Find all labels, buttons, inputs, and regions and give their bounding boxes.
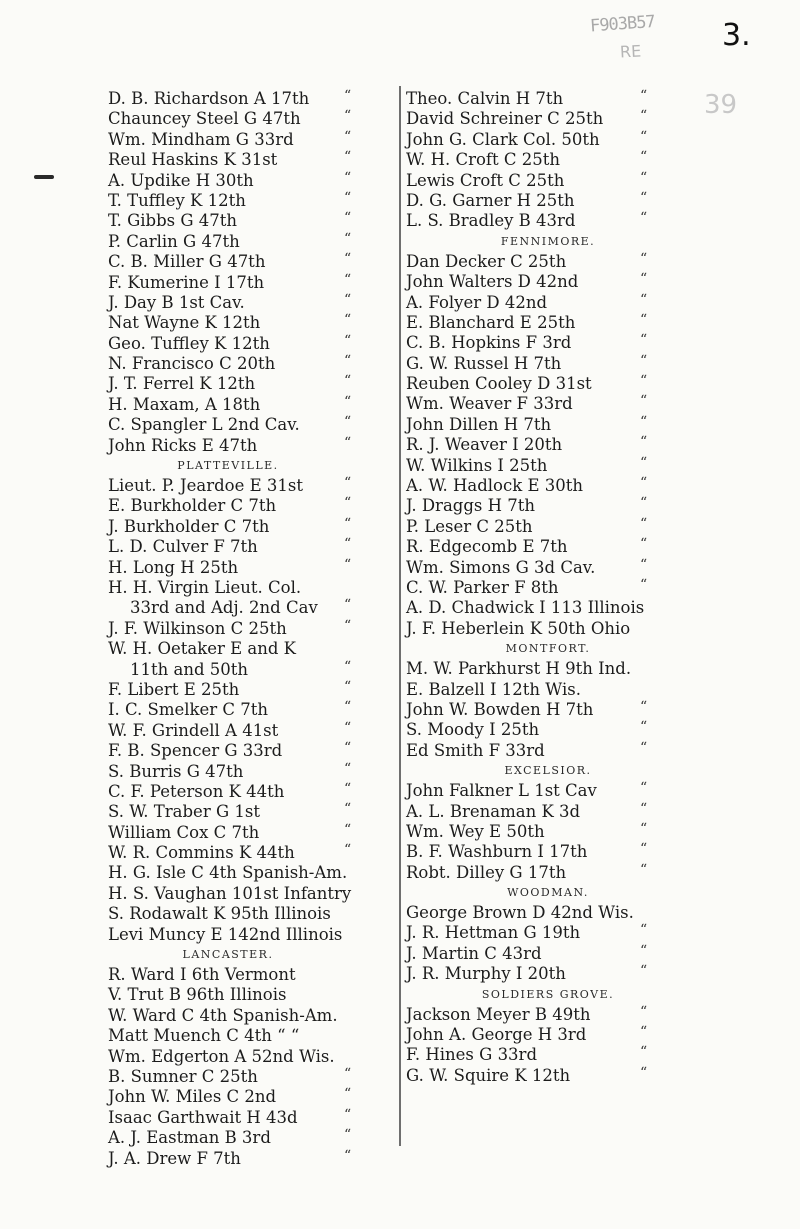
list-item: [406, 842, 696, 862]
ditto-mark: “: [640, 454, 648, 471]
soldier-entry: F. Hines G 33rd: [406, 1045, 538, 1065]
ditto-mark: “: [640, 841, 648, 858]
ditto-mark: “: [640, 434, 648, 451]
soldier-entry: A. J. Eastman B 3rd: [108, 1128, 271, 1148]
ditto-mark: “: [344, 1147, 352, 1164]
list-item: [108, 843, 398, 863]
soldier-entry: Wm. Weaver F 33rd: [406, 394, 573, 414]
ditto-mark: “: [640, 515, 648, 532]
list-item: [406, 741, 696, 761]
soldier-entry: T. Gibbs G 47th: [108, 211, 238, 231]
list-item: [406, 1025, 696, 1045]
list-item: [108, 374, 398, 394]
list-item: [108, 252, 398, 272]
soldier-entry: R. Ward I 6th Vermont: [108, 965, 296, 985]
soldier-entry: Ed Smith F 33rd: [406, 740, 545, 760]
ditto-mark: “: [640, 820, 648, 837]
list-item: [406, 578, 696, 598]
edge-mark: [34, 175, 54, 179]
list-item: [406, 903, 696, 923]
list-item: [108, 925, 398, 945]
ditto-mark: “: [344, 251, 352, 268]
ditto-mark: “: [344, 821, 352, 838]
soldier-entry: Reul Haskins K 31st: [108, 150, 278, 170]
list-item: [406, 659, 696, 679]
ditto-mark: “: [344, 189, 352, 206]
ditto-mark: “: [344, 699, 352, 716]
soldier-entry: John Ricks E 47th: [108, 435, 258, 455]
list-item: [108, 823, 398, 843]
list-item: [406, 1005, 696, 1025]
ditto-mark: “: [640, 210, 648, 227]
list-item: [406, 109, 696, 129]
list-item: [108, 496, 398, 516]
list-item: [108, 762, 398, 782]
ditto-mark: “: [344, 434, 352, 451]
section-heading: EXCELSIOR.: [504, 764, 592, 778]
soldier-entry: John Falkner L 1st Cav: [406, 781, 597, 801]
section-heading: FENNIMORE.: [500, 234, 596, 248]
left-column: [108, 89, 398, 1169]
list-item: [406, 822, 696, 842]
soldier-entry: Lewis Croft C 25th: [406, 170, 565, 190]
ditto-mark: “: [640, 739, 648, 756]
soldier-entry: W. H. Croft C 25th: [406, 150, 560, 170]
list-item: [108, 721, 398, 741]
list-item: [406, 964, 696, 984]
list-item: [108, 415, 398, 435]
soldier-entry: D. B. Richardson A 17th: [108, 89, 310, 108]
soldier-entry: J. F. Wilkinson C 25th: [108, 618, 287, 638]
ditto-mark: “: [640, 189, 648, 206]
soldier-entry: Isaac Garthwait H 43d: [108, 1107, 298, 1127]
list-item: [406, 496, 696, 516]
ditto-mark: “: [344, 536, 352, 553]
soldier-entry: F. B. Spencer G 33rd: [108, 741, 283, 761]
list-item: [108, 985, 398, 1005]
ditto-mark: “: [640, 332, 648, 349]
section-heading: SOLDIERS GROVE.: [481, 987, 615, 1001]
soldier-entry: N. Francisco C 20th: [108, 354, 276, 374]
soldier-entry: John W. Miles C 2nd: [108, 1087, 277, 1107]
soldier-entry: V. Trut B 96th Illinois: [108, 985, 287, 1005]
soldier-entry: George Brown D 42nd Wis.: [406, 903, 634, 923]
list-item: [406, 394, 696, 414]
list-item: [108, 660, 398, 680]
soldier-entry: E. Burkholder C 7th: [108, 496, 277, 516]
soldier-entry: D. G. Garner H 25th: [406, 190, 575, 210]
list-item: [108, 89, 398, 109]
list-item: [108, 904, 398, 924]
ditto-mark: “: [344, 332, 352, 349]
ditto-mark: “: [344, 556, 352, 573]
ditto-mark: “: [344, 1127, 352, 1144]
page-number: 3.: [722, 18, 751, 53]
ditto-mark: “: [640, 495, 648, 512]
list-item: [108, 965, 398, 985]
soldier-entry: R. J. Weaver I 20th: [406, 435, 563, 455]
ditto-mark: “: [344, 230, 352, 247]
soldier-entry: Robt. Dilley G 17th: [406, 862, 567, 882]
soldier-entry: Wm. Edgerton A 52nd Wis.: [108, 1046, 335, 1066]
list-item: [108, 680, 398, 700]
soldier-entry: H. G. Isle C 4th Spanish-Am.: [108, 863, 348, 883]
soldier-entry: A. Folyer D 42nd: [406, 292, 548, 312]
list-item: [108, 150, 398, 170]
list-item: [406, 333, 696, 353]
soldier-entry: 33rd and Adj. 2nd Cav: [130, 598, 318, 618]
soldier-entry: Nat Wayne K 12th: [108, 313, 261, 333]
soldier-entry: John A. George H 3rd: [406, 1025, 587, 1045]
ditto-mark: “: [640, 556, 648, 573]
list-item: [108, 1047, 398, 1067]
soldier-entry: I. C. Smelker C 7th: [108, 700, 269, 720]
soldier-entry: B. Sumner C 25th: [108, 1066, 258, 1086]
soldier-entry: L. D. Culver F 7th: [108, 537, 258, 557]
ditto-mark: “: [640, 719, 648, 736]
soldier-entry: H. Long H 25th: [108, 557, 239, 577]
ditto-mark: “: [344, 1065, 352, 1082]
ditto-mark: “: [640, 963, 648, 980]
soldier-entry: W. H. Oetaker E and K: [108, 639, 296, 659]
soldier-entry: J. R. Murphy I 20th: [406, 964, 566, 984]
list-item: [406, 171, 696, 191]
list-item: [108, 1067, 398, 1087]
soldier-entry: Chauncey Steel G 47th: [108, 109, 301, 129]
ditto-mark: “: [640, 475, 648, 492]
soldier-entry: John Dillen H 7th: [406, 414, 552, 434]
ditto-mark: “: [640, 780, 648, 797]
soldier-entry: John G. Clark Col. 50th: [406, 129, 600, 149]
ditto-mark: “: [640, 1024, 648, 1041]
section-heading: WOODMAN.: [507, 886, 589, 900]
ditto-mark: “: [344, 842, 352, 859]
soldier-entry: W. R. Commins K 44th: [108, 843, 295, 863]
list-item: [108, 741, 398, 761]
ditto-mark: “: [344, 1086, 352, 1103]
ditto-mark: “: [640, 373, 648, 390]
ditto-mark: “: [344, 169, 352, 186]
list-item: [406, 802, 696, 822]
list-item: [406, 781, 696, 801]
soldier-entry: C. F. Peterson K 44th: [108, 781, 285, 801]
ditto-mark: “: [640, 1064, 648, 1081]
soldier-entry: W. Ward C 4th Spanish-Am.: [108, 1005, 338, 1025]
list-item: [406, 598, 696, 618]
list-item: [406, 476, 696, 496]
ditto-mark: “: [640, 108, 648, 125]
soldier-entry: E. Blanchard E 25th: [406, 312, 576, 332]
list-item: [406, 720, 696, 740]
ditto-mark: “: [640, 393, 648, 410]
ditto-mark: “: [344, 740, 352, 757]
archive-stamp: F903B57: [589, 11, 656, 37]
ditto-mark: “: [640, 250, 648, 267]
list-item: [108, 863, 398, 883]
list-item: [406, 619, 696, 639]
list-item: [406, 680, 696, 700]
list-item: [108, 171, 398, 191]
soldier-entry: C. B. Hopkins F 3rd: [406, 333, 572, 353]
list-item: [108, 1006, 398, 1026]
soldier-entry: Jackson Meyer B 49th: [406, 1004, 591, 1024]
list-item: [406, 211, 696, 231]
soldier-entry: E. Balzell I 12th Wis.: [406, 679, 581, 699]
soldier-entry: C. B. Miller G 47th: [108, 252, 266, 272]
ditto-mark: “: [344, 597, 352, 614]
ditto-mark: “: [344, 393, 352, 410]
list-item: [108, 700, 398, 720]
list-item: [108, 1026, 398, 1046]
soldier-entry: Levi Muncy E 142nd Illinois: [108, 924, 343, 944]
soldier-entry: H. S. Vaughan 101st Infantry: [108, 883, 352, 903]
soldier-entry: F. Libert E 25th: [108, 679, 240, 699]
ditto-mark: “: [640, 311, 648, 328]
soldier-entry: S. Rodawalt K 95th Illinois: [108, 904, 331, 924]
soldier-entry: L. S. Bradley B 43rd: [406, 211, 576, 231]
soldier-entry: J. Martin C 43rd: [406, 943, 542, 963]
list-item: [108, 1087, 398, 1107]
soldier-entry: David Schreiner C 25th: [406, 109, 604, 129]
soldier-entry: R. Edgecomb E 7th: [406, 537, 568, 557]
list-item: [108, 436, 398, 456]
list-item: [108, 884, 398, 904]
soldier-entry: 11th and 50th: [130, 659, 249, 679]
soldier-entry: A. L. Brenaman K 3d: [406, 801, 581, 821]
ditto-mark: “: [344, 515, 352, 532]
soldier-entry: A. Updike H 30th: [108, 170, 254, 190]
list-item: [108, 537, 398, 557]
soldier-entry: G. W. Russel H 7th: [406, 353, 562, 373]
soldier-entry: J. Draggs H 7th: [406, 496, 536, 516]
section-heading: MONTFORT.: [505, 642, 591, 656]
list-item: [406, 558, 696, 578]
soldier-entry: Geo. Tuffley K 12th: [108, 333, 270, 353]
list-item: [406, 89, 696, 109]
list-item: [108, 273, 398, 293]
section-heading: LANCASTER.: [182, 948, 274, 962]
ditto-mark: “: [344, 210, 352, 227]
list-item: [108, 293, 398, 313]
ditto-mark: “: [344, 760, 352, 777]
list-item: [108, 395, 398, 415]
ditto-mark: “: [640, 149, 648, 166]
list-item: [406, 923, 696, 943]
soldier-entry: Matt Muench C 4th “ “: [108, 1026, 300, 1046]
soldier-entry: Dan Decker C 25th: [406, 251, 567, 271]
ditto-mark: “: [344, 617, 352, 634]
list-item: [108, 782, 398, 802]
soldier-entry: H. Maxam, A 18th: [108, 394, 261, 414]
list-item: [406, 1066, 696, 1086]
soldier-entry: Reuben Cooley D 31st: [406, 374, 592, 394]
soldier-entry: F. Kumerine I 17th: [108, 272, 265, 292]
ditto-mark: “: [640, 1003, 648, 1020]
soldier-entry: Lieut. P. Jeardoe E 31st: [108, 476, 303, 496]
list-item: [406, 293, 696, 313]
archive-stamp-sub: RE: [619, 41, 642, 62]
soldier-entry: A. D. Chadwick I 113 Illinois: [406, 598, 645, 618]
ditto-mark: “: [640, 291, 648, 308]
list-item: [406, 1045, 696, 1065]
soldier-entry: A. W. Hadlock E 30th: [406, 476, 583, 496]
list-item: [406, 456, 696, 476]
ditto-mark: “: [344, 1106, 352, 1123]
ditto-mark: “: [640, 800, 648, 817]
list-item: [108, 517, 398, 537]
list-item: [108, 191, 398, 211]
ditto-mark: “: [344, 88, 352, 104]
list-item: [406, 517, 696, 537]
soldier-entry: W. F. Grindell A 41st: [108, 720, 279, 740]
list-item: [108, 598, 398, 618]
soldier-entry: J. T. Ferrel K 12th: [108, 374, 256, 394]
ditto-mark: “: [640, 861, 648, 878]
soldier-entry: C. W. Parker F 8th: [406, 577, 559, 597]
list-item: [406, 150, 696, 170]
ditto-mark: “: [640, 413, 648, 430]
list-item: [406, 415, 696, 435]
soldier-entry: J. Day B 1st Cav.: [108, 292, 245, 312]
soldier-entry: Wm. Wey E 50th: [406, 821, 545, 841]
ditto-mark: “: [344, 678, 352, 695]
soldier-entry: J. R. Hettman G 19th: [406, 923, 581, 943]
ditto-mark: “: [344, 719, 352, 736]
right-column: [406, 89, 696, 1086]
soldier-entry: P. Leser C 25th: [406, 516, 533, 536]
soldier-entry: S. Moody I 25th: [406, 720, 540, 740]
soldier-entry: William Cox C 7th: [108, 822, 260, 842]
ditto-mark: “: [344, 373, 352, 390]
list-item: [108, 476, 398, 496]
list-item: [406, 537, 696, 557]
list-item: [406, 700, 696, 720]
list-item: [108, 334, 398, 354]
soldier-entry: Theo. Calvin H 7th: [406, 89, 564, 108]
list-item: [406, 863, 696, 883]
list-item: [108, 1108, 398, 1128]
list-item: [406, 191, 696, 211]
soldier-entry: H. H. Virgin Lieut. Col.: [108, 577, 302, 597]
ditto-mark: “: [344, 312, 352, 329]
soldier-entry: W. Wilkins I 25th: [406, 455, 548, 475]
ditto-mark: “: [344, 271, 352, 288]
list-item: [108, 578, 398, 598]
list-item: [406, 313, 696, 333]
soldier-entry: Wm. Mindham G 33rd: [108, 129, 294, 149]
soldier-entry: S. Burris G 47th: [108, 761, 244, 781]
list-item: [406, 435, 696, 455]
ditto-mark: “: [640, 352, 648, 369]
soldier-entry: John W. Bowden H 7th: [406, 699, 594, 719]
ditto-mark: “: [640, 169, 648, 186]
ditto-mark: “: [344, 658, 352, 675]
list-item: [108, 1128, 398, 1148]
list-item: [406, 130, 696, 150]
column-divider: [399, 86, 401, 1146]
ditto-mark: “: [640, 698, 648, 715]
soldier-entry: John Walters D 42nd: [406, 272, 579, 292]
ditto-mark: “: [640, 922, 648, 939]
list-item: [406, 944, 696, 964]
ditto-mark: “: [344, 475, 352, 492]
list-item: [406, 272, 696, 292]
ditto-mark: “: [640, 271, 648, 288]
soldier-entry: C. Spangler L 2nd Cav.: [108, 415, 300, 435]
list-item: [406, 374, 696, 394]
list-item: [108, 130, 398, 150]
ditto-mark: “: [640, 576, 648, 593]
ditto-mark: “: [344, 291, 352, 308]
soldier-entry: B. F. Washburn I 17th: [406, 842, 588, 862]
list-item: [108, 109, 398, 129]
list-item: [108, 232, 398, 252]
soldier-entry: Wm. Simons G 3d Cav.: [406, 557, 596, 577]
soldier-entry: T. Tuffley K 12th: [108, 190, 246, 210]
list-item: [108, 802, 398, 822]
ditto-mark: “: [344, 495, 352, 512]
ditto-mark: “: [640, 128, 648, 145]
list-item: [108, 639, 398, 659]
soldier-entry: S. W. Traber G 1st: [108, 802, 260, 822]
ditto-mark: “: [344, 108, 352, 125]
list-item: [406, 354, 696, 374]
list-item: [108, 354, 398, 374]
soldier-entry: J. F. Heberlein K 50th Ohio: [406, 618, 631, 638]
list-item: [406, 252, 696, 272]
list-item: [108, 211, 398, 231]
ditto-mark: “: [640, 536, 648, 553]
margin-note: 39: [704, 90, 738, 120]
list-item: [108, 619, 398, 639]
ditto-mark: “: [344, 801, 352, 818]
list-item: [108, 1149, 398, 1169]
ditto-mark: “: [344, 780, 352, 797]
ditto-mark: “: [640, 88, 648, 104]
ditto-mark: “: [344, 149, 352, 166]
ditto-mark: “: [344, 414, 352, 431]
ditto-mark: “: [640, 942, 648, 959]
ditto-mark: “: [344, 353, 352, 370]
soldier-entry: P. Carlin G 47th: [108, 231, 240, 251]
soldier-entry: J. A. Drew F 7th: [108, 1148, 241, 1168]
section-heading: PLATTEVILLE.: [177, 459, 279, 473]
ditto-mark: “: [640, 1044, 648, 1061]
ditto-mark: “: [344, 128, 352, 145]
list-item: [108, 558, 398, 578]
list-item: [108, 313, 398, 333]
soldier-entry: J. Burkholder C 7th: [108, 516, 270, 536]
soldier-entry: M. W. Parkhurst H 9th Ind.: [406, 659, 632, 679]
soldier-entry: G. W. Squire K 12th: [406, 1065, 571, 1085]
